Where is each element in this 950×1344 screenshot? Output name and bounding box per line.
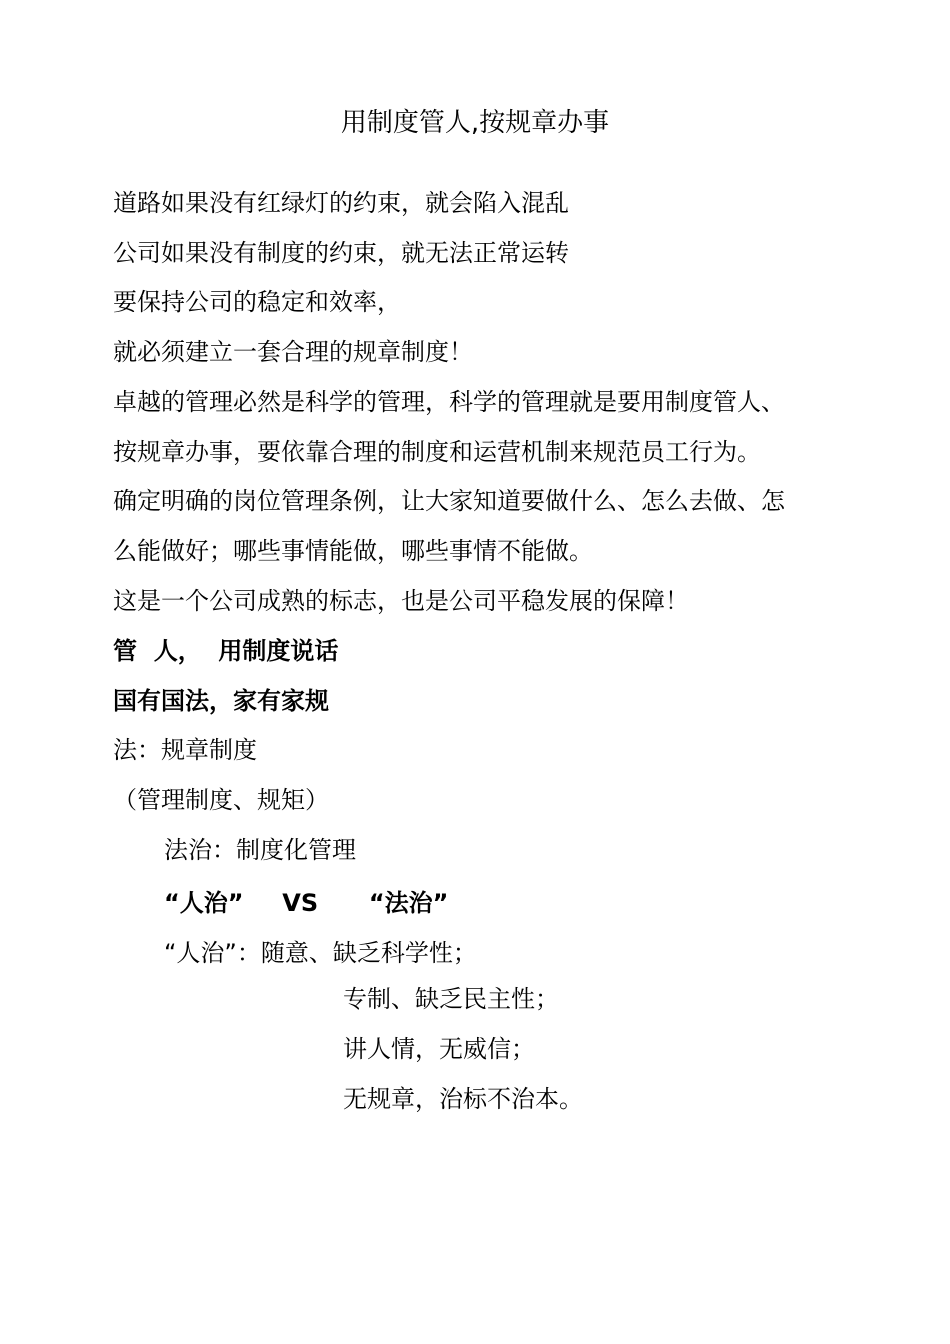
paragraph-line-3: 要保持公司的稳定和效率， bbox=[113, 288, 401, 316]
comparison-right: “法治” bbox=[368, 889, 449, 917]
law-note: （管理制度、规矩） bbox=[113, 786, 329, 814]
rule-of-man-item-1: 专制、缺乏民主性； bbox=[343, 985, 559, 1013]
rule-of-man-item-3: 无规章，治标不治本。 bbox=[343, 1085, 583, 1113]
law-definition: 法：规章制度 bbox=[113, 736, 257, 764]
heading-manage-people: 管 人， 用制度说话 bbox=[113, 637, 339, 665]
paragraph-line-7: 确定明确的岗位管理条例，让大家知道要做什么、怎么去做、怎 bbox=[113, 487, 785, 515]
paragraph-line-8: 么能做好；哪些事情能做，哪些事情不能做。 bbox=[113, 537, 593, 565]
paragraph-line-1: 道路如果没有红绿灯的约束，就会陷入混乱 bbox=[113, 189, 569, 217]
comparison-vs: VS bbox=[282, 889, 319, 917]
paragraph-line-4: 就必须建立一套合理的规章制度！ bbox=[113, 338, 473, 366]
comparison-line bbox=[164, 885, 448, 921]
rule-of-man-item-2: 讲人情，无威信； bbox=[343, 1035, 535, 1063]
document-title: 用制度管人,按规章办事 bbox=[340, 108, 610, 138]
paragraph-line-6: 按规章办事，要依靠合理的制度和运营机制来规范员工行为。 bbox=[113, 438, 761, 466]
paragraph-line-9: 这是一个公司成熟的标志，也是公司平稳发展的保障！ bbox=[113, 587, 689, 615]
heading-national-law: 国有国法，家有家规 bbox=[113, 687, 329, 715]
paragraph-line-5: 卓越的管理必然是科学的管理，科学的管理就是要用制度管人、 bbox=[113, 388, 785, 416]
comparison-left: “人治” bbox=[164, 889, 244, 917]
rule-of-law-definition: 法治：制度化管理 bbox=[164, 836, 356, 864]
paragraph-line-2: 公司如果没有制度的约束，就无法正常运转 bbox=[113, 239, 569, 267]
rule-of-man-lead: “人治”：随意、缺乏科学性； bbox=[164, 939, 477, 967]
